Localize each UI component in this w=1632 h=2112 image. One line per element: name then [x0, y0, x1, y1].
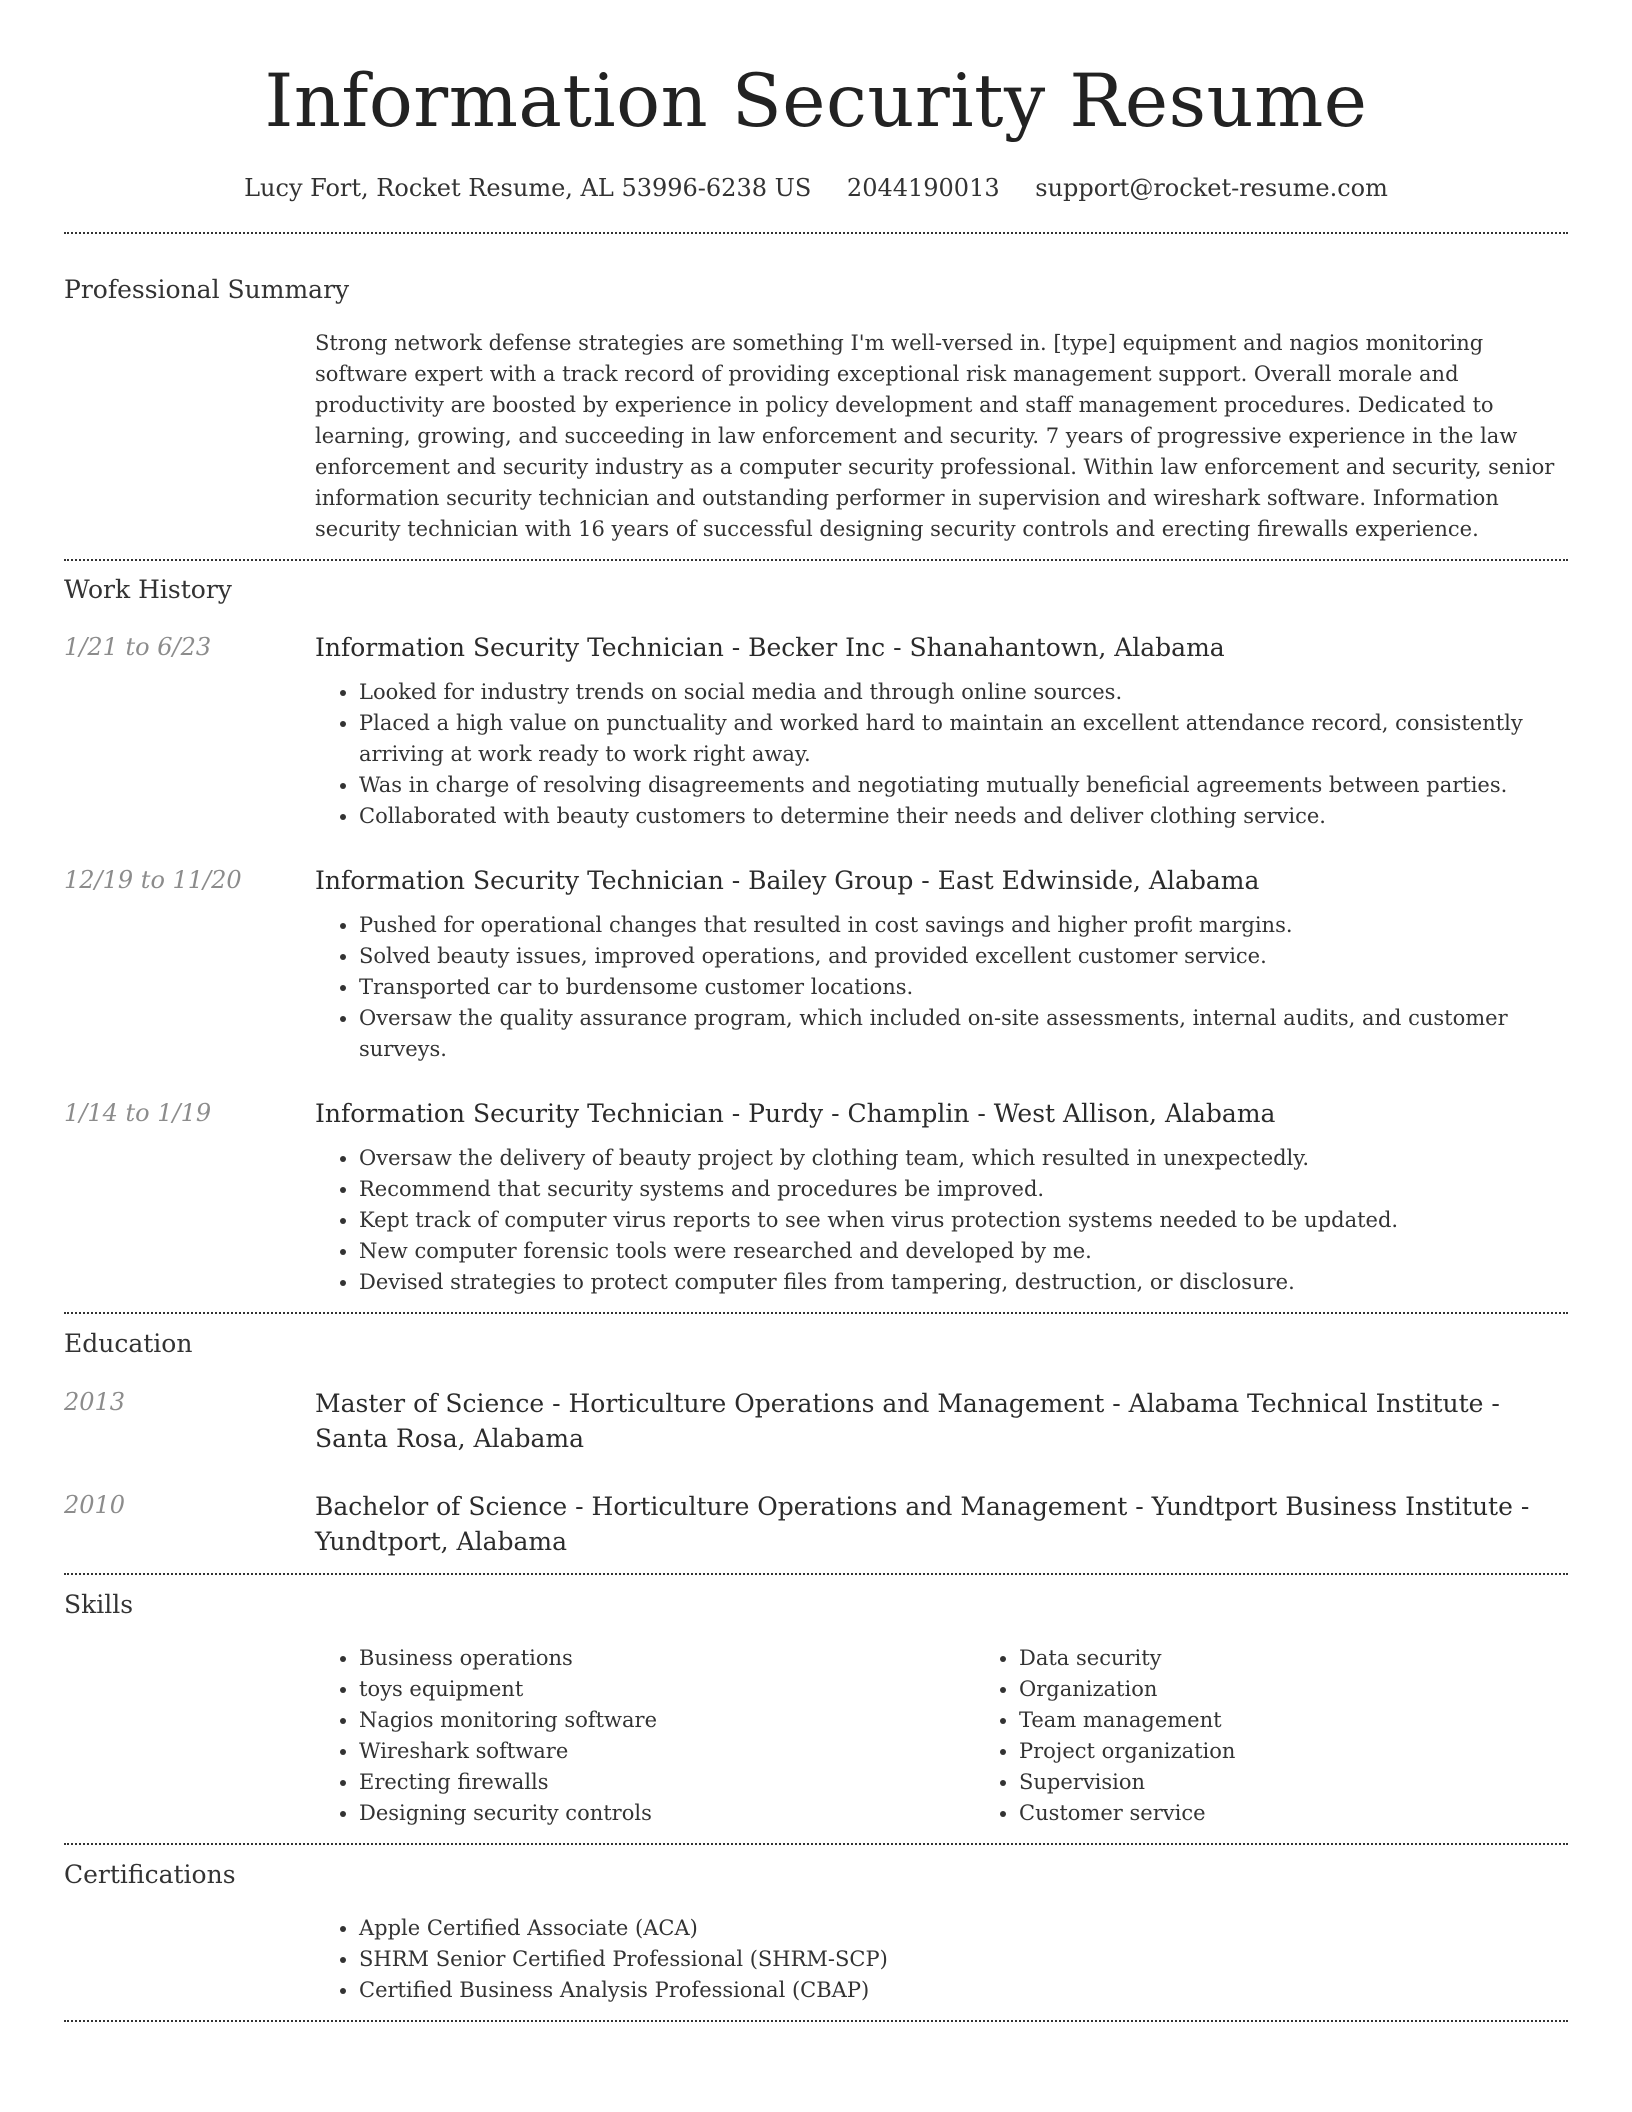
- list-item: • Erecting firewalls: [359, 1767, 975, 1798]
- list-item: • Business operations: [359, 1643, 975, 1674]
- list-item: • Team management: [1019, 1705, 1632, 1736]
- list-item: • Devised strategies to protect computer files from tampering, destruction, or disclosure.: [359, 1267, 1568, 1298]
- contact-line: [64, 172, 1568, 204]
- job-entry: [64, 631, 1568, 832]
- section-divider: [64, 1312, 1568, 1314]
- list-item: • Oversaw the quality assurance program, which included on-site assessments, internal audits, and customer surveys.: [359, 1003, 1568, 1065]
- education-details: Bachelor of Science - Horticulture Operations and Management - Yundtport Business Institute - Yundtport, Alabama: [315, 1492, 1530, 1556]
- list-item: • New computer forensic tools were researched and developed by me.: [359, 1236, 1568, 1267]
- job-title: Information Security Technician - Purdy - Champlin - West Allison, Alabama: [315, 1099, 1276, 1128]
- job-bullets: [315, 910, 1568, 1065]
- education-details: Master of Science - Horticulture Operations and Management - Alabama Technical Institute - Santa Rosa, Alabama: [315, 1389, 1500, 1453]
- list-item: • Certified Business Analysis Professional (CBAP): [359, 1975, 1568, 2006]
- skills-list-2: [975, 1643, 1632, 1829]
- list-item: • Was in charge of resolving disagreements and negotiating mutually beneficial agreements between parties.: [359, 770, 1568, 801]
- certifications-list: [315, 1913, 1568, 2006]
- section-divider: [64, 2020, 1568, 2022]
- list-item: • Transported car to burdensome customer locations.: [359, 972, 1568, 1003]
- job-dates: 1/14 to 1/19: [64, 1099, 212, 1127]
- summary-text: Strong network defense strategies are something I'm well-versed in. [type] equipment and nagios monitoring software expert with a track record of providing exceptional risk management support. Overall morale and productivity are boosted by experience in policy development and staff management procedures. Dedicated to learning, growing, and succeeding in law enforcement and security. 7 years of progressive experience in the law enforcement and security industry as a computer security professional. Within law enforcement and security, senior information security technician and outstanding performer in supervision and wireshark software. Information security technician with 16 years of successful designing security controls and erecting firewalls experience.: [315, 331, 1555, 541]
- contact-email: support@rocket-resume.com: [1035, 174, 1388, 202]
- section-divider: [64, 1573, 1568, 1575]
- list-item: • toys equipment: [359, 1674, 975, 1705]
- job-bullets: [315, 677, 1568, 832]
- resume-title: Information Security Resume: [264, 59, 1368, 144]
- section-divider: [64, 1843, 1568, 1845]
- list-item: • Recommend that security systems and procedures be improved.: [359, 1174, 1568, 1205]
- list-item: • SHRM Senior Certified Professional (SHRM-SCP): [359, 1944, 1568, 1975]
- job-bullets: [315, 1143, 1568, 1298]
- job-dates: 12/19 to 11/20: [64, 866, 242, 894]
- education-year: 2013: [64, 1388, 126, 1416]
- job-details: [315, 1097, 1568, 1298]
- summary-heading: Professional Summary: [64, 275, 350, 304]
- education-year: 2010: [64, 1491, 126, 1519]
- job-dates: 1/21 to 6/23: [64, 633, 212, 661]
- list-item: • Wireshark software: [359, 1736, 975, 1767]
- section-divider: [64, 232, 1568, 234]
- certifications-details: [315, 1913, 1568, 2006]
- contact-address: Lucy Fort, Rocket Resume, AL 53996-6238 US: [244, 174, 812, 202]
- job-title: Information Security Technician - Becker Inc - Shanahantown, Alabama: [315, 633, 1225, 662]
- list-item: • Looked for industry trends on social media and through online sources.: [359, 677, 1568, 708]
- job-title: Information Security Technician - Bailey Group - East Edwinside, Alabama: [315, 866, 1260, 895]
- work-history-heading: Work History: [64, 575, 232, 604]
- list-item: • Organization: [1019, 1674, 1632, 1705]
- education-entry: [64, 1489, 1568, 1573]
- list-item: • Kept track of computer virus reports to see when virus protection systems needed to be updated.: [359, 1205, 1568, 1236]
- list-item: • Customer service: [1019, 1798, 1632, 1829]
- list-item: • Placed a high value on punctuality and worked hard to maintain an excellent attendance record, consistently arriving at work ready to work right away.: [359, 708, 1568, 770]
- list-item: • Apple Certified Associate (ACA): [359, 1913, 1568, 1944]
- list-item: • Oversaw the delivery of beauty project by clothing team, which resulted in unexpectedly.: [359, 1143, 1568, 1174]
- list-item: • Solved beauty issues, improved operations, and provided excellent customer service.: [359, 941, 1568, 972]
- list-item: • Project organization: [1019, 1736, 1632, 1767]
- job-details: [315, 864, 1568, 1065]
- list-item: • Designing security controls: [359, 1798, 975, 1829]
- education-heading: Education: [64, 1329, 193, 1358]
- skills-list-1: [315, 1643, 975, 1829]
- job-entry: [64, 1097, 1568, 1312]
- skills-columns: [315, 1643, 1632, 1829]
- skills-left-spacer: [64, 1643, 315, 1829]
- list-item: • Data security: [1019, 1643, 1632, 1674]
- section-divider: [64, 559, 1568, 561]
- list-item: • Collaborated with beauty customers to determine their needs and deliver clothing service.: [359, 801, 1568, 832]
- education-entry: [64, 1386, 1568, 1456]
- certifications-row: [64, 1913, 1568, 2020]
- job-details: [315, 631, 1568, 832]
- list-item: • Supervision: [1019, 1767, 1632, 1798]
- list-item: • Nagios monitoring software: [359, 1705, 975, 1736]
- job-entry: [64, 864, 1568, 1065]
- skills-row: [64, 1643, 1568, 1843]
- summary-row: [64, 328, 1568, 559]
- skills-heading: Skills: [64, 1590, 134, 1619]
- list-item: • Pushed for operational changes that resulted in cost savings and higher profit margins.: [359, 910, 1568, 941]
- certifications-heading: Certifications: [64, 1860, 236, 1889]
- certifications-left-spacer: [64, 1913, 315, 2006]
- contact-phone: 2044190013: [846, 174, 1000, 202]
- summary-left-spacer: [64, 328, 315, 559]
